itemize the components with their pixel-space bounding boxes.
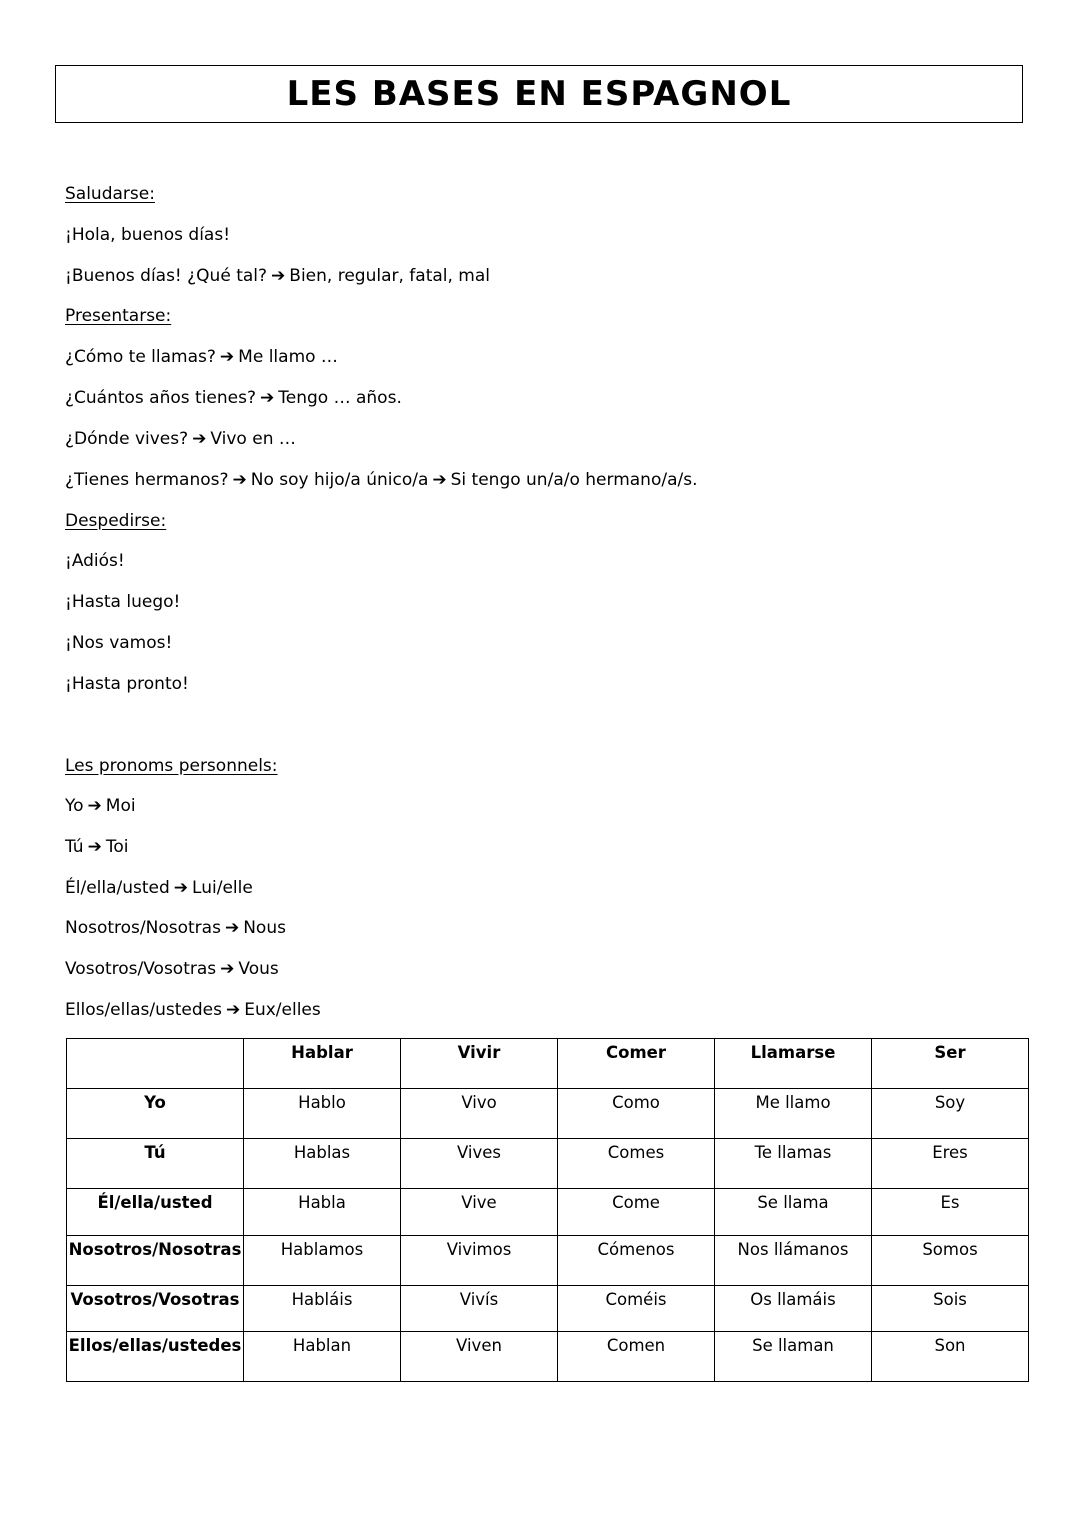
arrow-icon: ➔ — [87, 837, 102, 857]
pronombre-es: Yo — [65, 796, 84, 816]
row-label: Ellos/ellas/ustedes — [67, 1332, 244, 1382]
table-cell: Somos — [872, 1236, 1029, 1286]
arrow-icon: ➔ — [87, 796, 102, 816]
answer: No soy hijo/a único/a — [250, 470, 429, 490]
table-cell: Son — [872, 1332, 1029, 1382]
arrow-icon: ➔ — [173, 878, 189, 898]
pronombre-es: Nosotros/Nosotras — [65, 918, 221, 938]
table-cell: Vivimos — [401, 1236, 558, 1286]
pronombre-fr: Lui/elle — [192, 878, 253, 898]
pronombre-es: Él/ella/usted — [65, 878, 170, 898]
table-header-row — [67, 1039, 1029, 1089]
question: ¿Cuántos años tienes? — [65, 388, 257, 408]
pronombre-item — [65, 795, 136, 817]
table-row — [67, 1332, 1029, 1382]
table-header-cell: Comer — [558, 1039, 715, 1089]
row-label: Él/ella/usted — [67, 1189, 244, 1236]
presentarse-line-2 — [65, 387, 402, 409]
arrow-icon: ➔ — [232, 470, 247, 490]
saludo-answer: Bien, regular, fatal, mal — [289, 266, 491, 286]
pronombre-es: Ellos/ellas/ustedes — [65, 1000, 222, 1020]
presentarse-line-4 — [65, 469, 697, 491]
title-box — [55, 65, 1023, 123]
table-cell: Hablas — [244, 1139, 401, 1189]
table-cell: Hablan — [244, 1332, 401, 1382]
pronombre-fr: Eux/elles — [244, 1000, 321, 1020]
answer: Vivo en … — [210, 429, 296, 449]
pronombre-item — [65, 999, 321, 1021]
heading-saludarse: Saludarse: — [65, 184, 155, 204]
presentarse-line-3 — [65, 428, 296, 450]
table-cell: Os llamáis — [715, 1286, 872, 1332]
row-label: Tú — [67, 1139, 244, 1189]
row-label: Nosotros/Nosotras — [67, 1236, 244, 1286]
table-header-cell: Hablar — [244, 1039, 401, 1089]
question: ¿Cómo te llamas? — [65, 347, 216, 367]
pronombre-fr: Nous — [243, 918, 286, 938]
answer: Me llamo … — [238, 347, 338, 367]
table-cell: Comen — [558, 1332, 715, 1382]
saludo-line-2 — [65, 265, 490, 287]
table-cell: Soy — [872, 1089, 1029, 1139]
despedida-item: ¡Nos vamos! — [65, 633, 173, 653]
arrow-icon: ➔ — [224, 918, 240, 938]
arrow-icon: ➔ — [192, 429, 207, 449]
saludo-line-1: ¡Hola, buenos días! — [65, 225, 231, 245]
table-cell: Eres — [872, 1139, 1029, 1189]
table-header-cell: Vivir — [401, 1039, 558, 1089]
table-cell: Me llamo — [715, 1089, 872, 1139]
arrow-icon: ➔ — [225, 1000, 241, 1020]
presentarse-line-1 — [65, 346, 338, 368]
table-cell: Vives — [401, 1139, 558, 1189]
table-cell: Vivís — [401, 1286, 558, 1332]
table-row — [67, 1139, 1029, 1189]
table-cell: Viven — [401, 1332, 558, 1382]
question: ¿Dónde vives? — [65, 429, 189, 449]
table-cell: Hablamos — [244, 1236, 401, 1286]
pronombre-item — [65, 836, 128, 858]
answer-alt: Si tengo un/a/o hermano/a/s. — [450, 470, 698, 490]
pronombre-item — [65, 917, 286, 939]
table-row — [67, 1089, 1029, 1139]
table-cell: Comes — [558, 1139, 715, 1189]
page-title: LES BASES EN ESPAGNOL — [286, 74, 792, 114]
table-cell: Vivo — [401, 1089, 558, 1139]
table-header-cell — [67, 1039, 244, 1089]
pronombre-fr: Vous — [238, 959, 279, 979]
arrow-icon: ➔ — [220, 959, 235, 979]
arrow-icon: ➔ — [271, 266, 286, 286]
pronombre-item — [65, 958, 279, 980]
arrow-icon: ➔ — [432, 470, 447, 490]
table-cell: Habla — [244, 1189, 401, 1236]
table-cell: Vive — [401, 1189, 558, 1236]
conjugation-table — [66, 1038, 1029, 1382]
table-cell: Cómenos — [558, 1236, 715, 1286]
saludo-question: ¡Buenos días! ¿Qué tal? — [65, 266, 268, 286]
arrow-icon: ➔ — [260, 388, 275, 408]
arrow-icon: ➔ — [219, 347, 235, 367]
table-header-cell: Ser — [872, 1039, 1029, 1089]
pronombre-fr: Toi — [105, 837, 129, 857]
pronombre-es: Tú — [65, 837, 84, 857]
despedida-item: ¡Adiós! — [65, 551, 125, 571]
table-cell: Hablo — [244, 1089, 401, 1139]
table-cell: Te llamas — [715, 1139, 872, 1189]
table-row — [67, 1286, 1029, 1332]
row-label: Yo — [67, 1089, 244, 1139]
table-cell: Habláis — [244, 1286, 401, 1332]
heading-pronombres: Les pronoms personnels: — [65, 756, 278, 776]
table-cell: Es — [872, 1189, 1029, 1236]
question: ¿Tienes hermanos? — [65, 470, 229, 490]
pronombre-es: Vosotros/Vosotras — [65, 959, 217, 979]
table-cell: Sois — [872, 1286, 1029, 1332]
despedida-item: ¡Hasta pronto! — [65, 674, 189, 694]
table-cell: Come — [558, 1189, 715, 1236]
table-cell: Se llaman — [715, 1332, 872, 1382]
table-row — [67, 1236, 1029, 1286]
row-label: Vosotros/Vosotras — [67, 1286, 244, 1332]
heading-presentarse: Presentarse: — [65, 306, 172, 326]
table-cell: Coméis — [558, 1286, 715, 1332]
table-cell: Se llama — [715, 1189, 872, 1236]
pronombre-fr: Moi — [105, 796, 136, 816]
despedida-item: ¡Hasta luego! — [65, 592, 181, 612]
table-cell: Como — [558, 1089, 715, 1139]
answer: Tengo … años. — [278, 388, 402, 408]
table-cell: Nos llámanos — [715, 1236, 872, 1286]
pronombre-item — [65, 877, 253, 899]
table-header-cell: Llamarse — [715, 1039, 872, 1089]
table-row — [67, 1189, 1029, 1236]
heading-despedirse: Despedirse: — [65, 511, 167, 531]
